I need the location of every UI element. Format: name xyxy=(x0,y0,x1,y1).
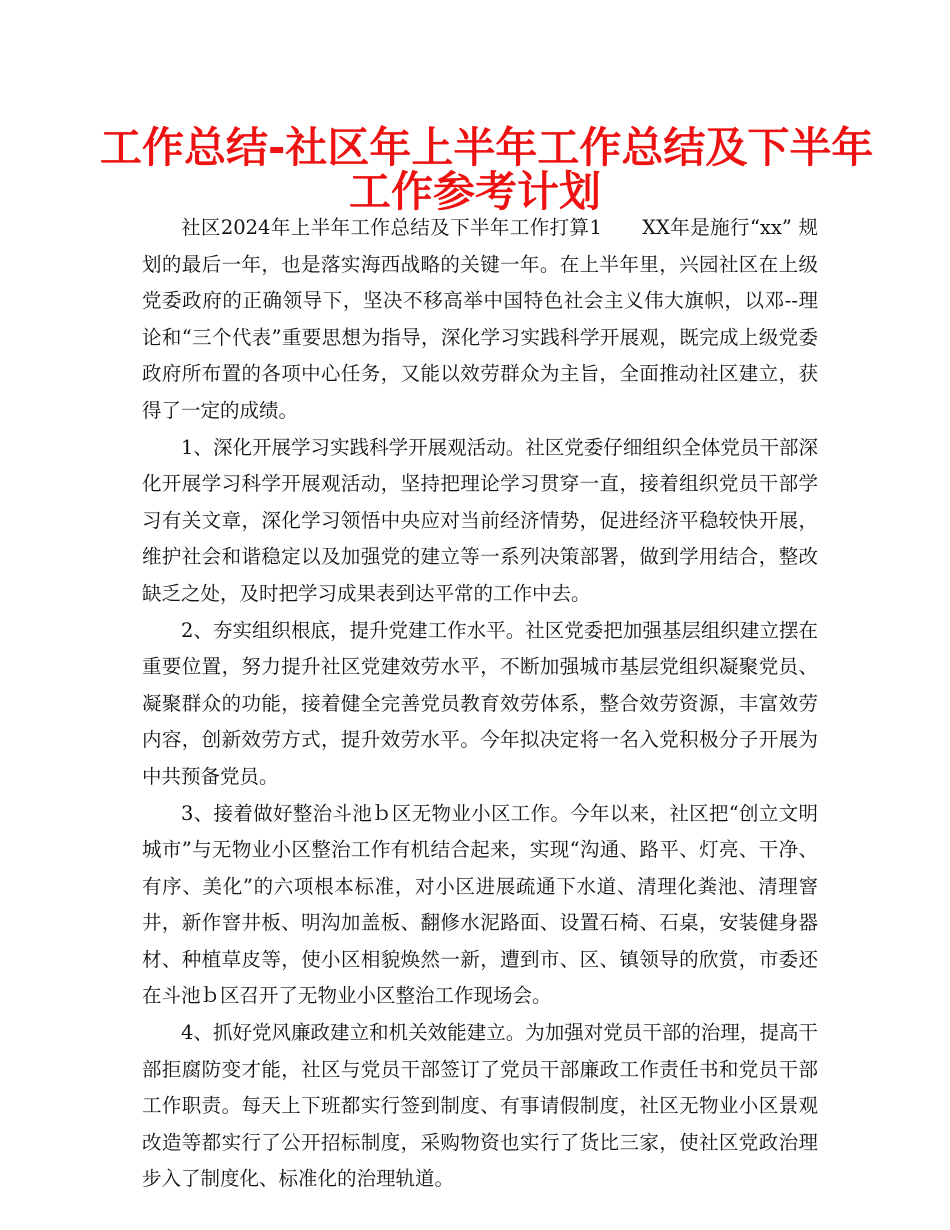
document-title-line-2: 工作参考计划 xyxy=(348,167,601,216)
paragraph-1: 1、深化开展学习实践科学开展观活动。社区党委仔细组织全体党员干部深化开展学习科学开展观活动，坚持把理论学习贯穿一直，接着组织党员干部学习有关文章，深化学习领悟中央应对当前经济情势，促进经济平稳较快开展，维护社会和谐稳定以及加强党的建立等一系列决策部署，做到学用结合，整改缺乏之处，及时把学习成果表到达平常的工作中去。 xyxy=(142,435,818,605)
document-body xyxy=(142,210,818,1198)
paragraph-2: 2、夯实组织根底，提升党建工作水平。社区党委把加强基层组织建立摆在重要位置，努力提升社区党建效劳水平，不断加强城市基层党组织凝聚党员、凝聚群众的功能，接着健全完善党员教育效劳体系，整合效劳资源，丰富效劳内容，创新效劳方式，提升效劳水平。今年拟决定将一名入党积极分子开展为中共预备党员。 xyxy=(142,618,818,788)
paragraph-4: 4、抓好党风廉政建立和机关效能建立。为加强对党员干部的治理，提高干部拒腐防变才能，社区与党员干部签订了党员干部廉政工作责任书和党员干部工作职责。每天上下班都实行签到制度、有事请假制度，社区无物业小区景观改造等都实行了公开招标制度，采购物资也实行了货比三家，使社区党政治理步入了制度化、标准化的治理轨道。 xyxy=(142,1021,818,1191)
paragraph-3: 3、接着做好整治斗池ｂ区无物业小区工作。今年以来，社区把“创立文明城市”与无物业小区整治工作有机结合起来，实现“沟通、路平、灯亮、干净、有序、美化”的六项根本标准，对小区进展疏通下水道、清理化粪池、清理窨井，新作窨井板、明沟加盖板、翻修水泥路面、设置石椅、石桌，安装健身器材、种植草皮等，使小区相貌焕然一新，遭到市、区、镇领导的欣赏，市委还在斗池ｂ区召开了无物业小区整治工作现场会。 xyxy=(142,801,818,1008)
paragraph-intro: 社区2024年上半年工作总结及下半年工作打算1 XX年是施行“xx” 规划的最后一年，也是落实海西战略的关键一年。在上半年里，兴园社区在上级党委政府的正确领导下，坚决不移高举中国特色社会主义伟大旗帜，以邓--理论和“三个代表”重要思想为指导，深化学习实践科学开展观，既完成上级党委政府所布置的各项中心任务，又能以效劳群众为主旨，全面推动社区建立，获得了一定的成绩。 xyxy=(142,216,818,422)
document-title-line-1: 工作总结-社区年上半年工作总结及下半年 xyxy=(100,123,874,172)
